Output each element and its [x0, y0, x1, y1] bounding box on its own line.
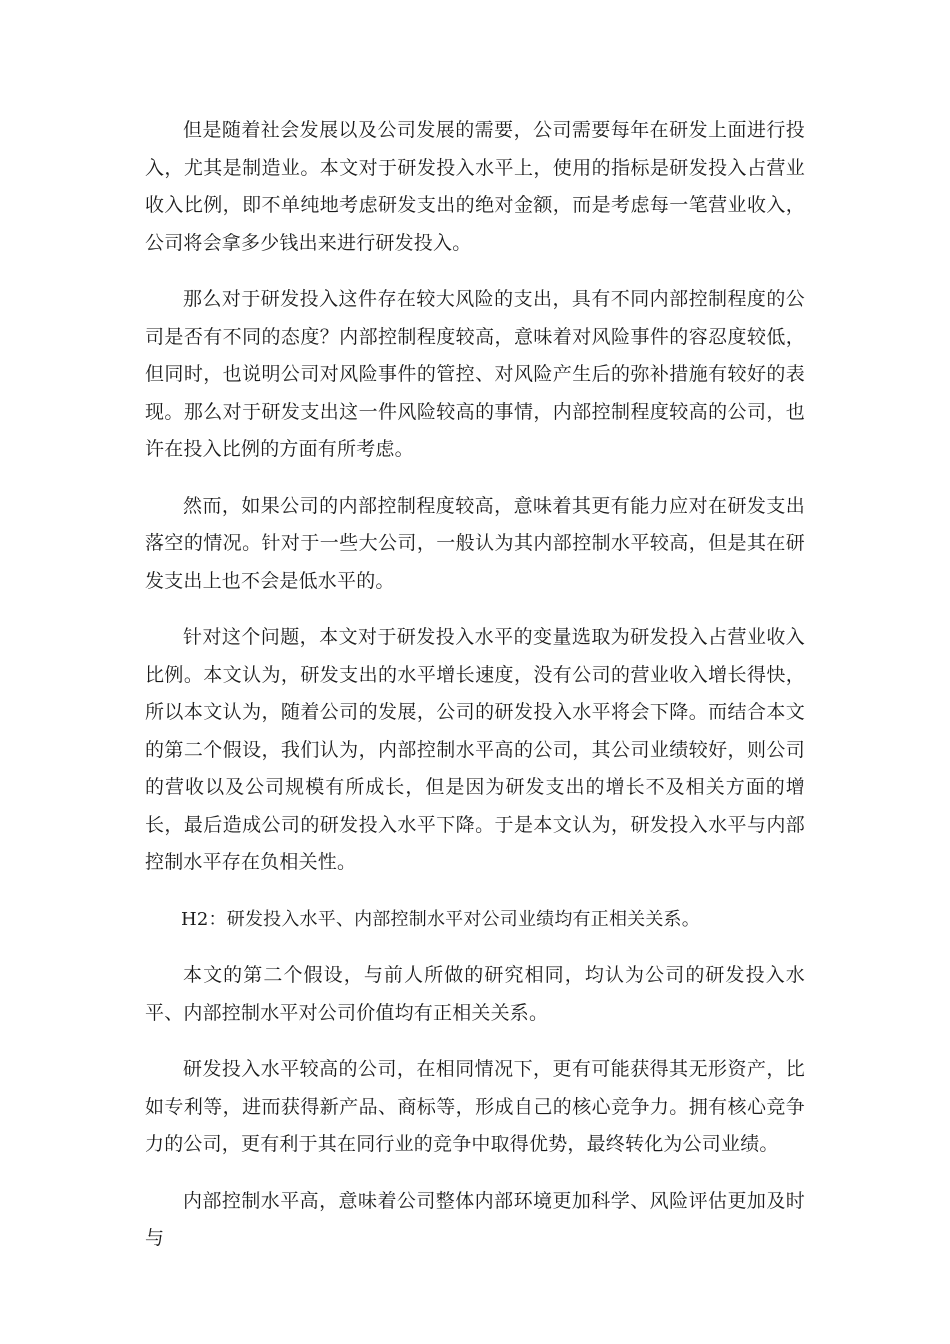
paragraph-rd-investment-intro: 但是随着社会发展以及公司发展的需要，公司需要每年在研发上面进行投入，尤其是制造业。本文对于研发投入水平上，使用的指标是研发投入占营业收入比例，即不单纯地考虑研发支出的绝对金额，而是考虑每一笔营业收入，公司将会拿多少钱出来进行研发投入。 — [145, 119, 805, 254]
paragraph-negative-correlation: 针对这个问题，本文对于研发投入水平的变量选取为研发投入占营业收入比例。本文认为，研发支出的水平增长速度，没有公司的营业收入增长得快，所以本文认为，随着公司的发展，公司的研发投入水平将会下降。而结合本文的第二个假设，我们认为，内部控制水平高的公司，其公司业绩较好，则公司的营收以及公司规模有所成长，但是因为研发支出的增长不及相关方面的增长，最后造成公司的研发投入水平下降。于是本文认为，研发投入水平与内部控制水平存在负相关性。 — [145, 626, 805, 873]
paragraph-risk-attitude: 那么对于研发投入这件存在较大风险的支出，具有不同内部控制程度的公司是否有不同的态度？内部控制程度较高，意味着对风险事件的容忍度较低，但同时，也说明公司对风险事件的管控、对风险产生后的弥补措施有较好的表现。那么对于研发支出这一件风险较高的事情，内部控制程度较高的公司，也许在投入比例的方面有所考虑。 — [145, 288, 805, 460]
paragraph-internal-control: 内部控制水平高，意味着公司整体内部环境更加科学、风险评估更加及时与 — [145, 1189, 805, 1249]
paragraph-large-companies: 然而，如果公司的内部控制程度较高，意味着其更有能力应对在研发支出落空的情况。针对于一些大公司，一般认为其内部控制水平较高，但是其在研发支出上也不会是低水平的。 — [145, 494, 805, 592]
paragraph-second-hypothesis: 本文的第二个假设，与前人所做的研究相同，均认为公司的研发投入水平、内部控制水平对公司价值均有正相关关系。 — [145, 964, 805, 1024]
paragraph-core-competence: 研发投入水平较高的公司，在相同情况下，更有可能获得其无形资产，比如专利等，进而获得新产品、商标等，形成自己的核心竞争力。拥有核心竞争力的公司，更有利于其在同行业的竞争中取得优势，最终转化为公司业绩。 — [145, 1058, 805, 1155]
document-page — [145, 112, 805, 1277]
paragraph-hypothesis-h2: H2：研发投入水平、内部控制水平对公司业绩均有正相关关系。 — [181, 908, 700, 930]
